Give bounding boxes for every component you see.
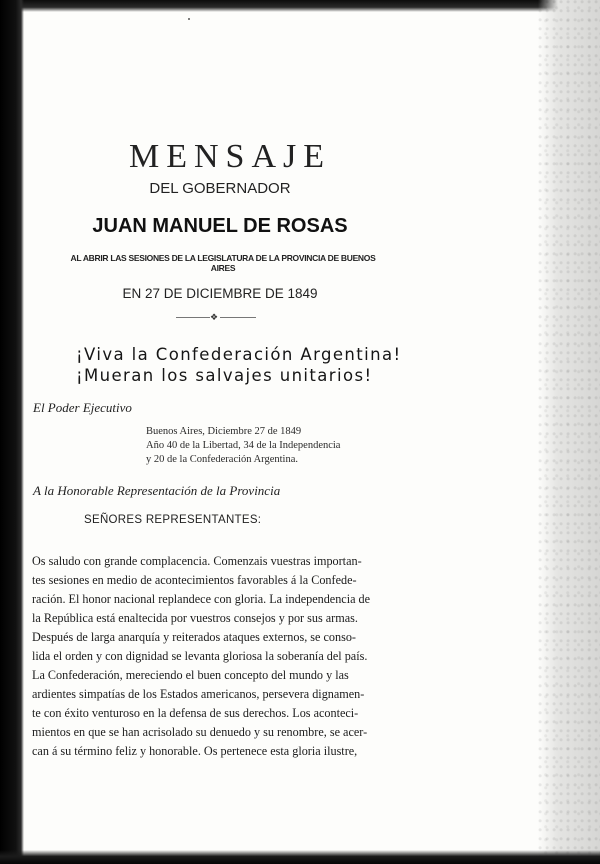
place-date-line: Año 40 de la Libertad, 34 de la Independencia [146,440,341,451]
document-title: MENSAJE [128,138,332,175]
scan-border-left [0,0,24,864]
scan-speck [188,18,190,20]
salutation: SEÑORES REPRESENTANTES: [84,514,262,526]
document-subtitle: DEL GOBERNADOR [149,180,291,197]
scan-border-bottom [0,850,600,864]
addressee-line: A la Honorable Representación de la Provincia [33,483,281,498]
document-date: EN 27 DE DICIEMBRE DE 1849 [122,286,318,301]
slogan-line: ¡Mueran los salvajes unitarios! [76,366,373,385]
ornament-divider [170,312,260,322]
ornament-icon: ❖ [210,313,219,323]
body-line: lida el orden y con dignidad se levanta gloriosa la soberanía del país. [32,649,368,663]
body-line: te con éxito venturoso en la defensa de sus derechos. Los aconteci- [32,706,359,720]
slogan-line: ¡Viva la Confederación Argentina! [76,345,402,364]
scan-border-right [538,0,600,864]
place-date-line: Buenos Aires, Diciembre 27 de 1849 [146,426,302,437]
scan-border-top [0,0,600,12]
sender-line: El Poder Ejecutivo [33,400,132,415]
place-date-line: y 20 de la Confederación Argentina. [146,454,299,465]
occasion-line: AL ABRIR LAS SESIONES DE LA LEGISLATURA DE LA PROVINCIA DE BUENOS AIRES [70,253,376,273]
body-line: can á su término feliz y honorable. Os pertenece esta gloria ilustre, [32,744,358,758]
author-name: JUAN MANUEL DE ROSAS [92,215,348,237]
body-line: tes sesiones en medio de acontecimientos favorables á la Confede- [32,573,357,587]
body-line: Después de larga anarquía y reiterados ataques externos, se conso- [32,630,356,644]
body-line: ración. El honor nacional replandece con gloria. La independencia de [32,592,371,606]
body-line: La Confederación, mereciendo el buen concepto del mundo y las [32,668,349,682]
body-line: mientos en que se han acrisolado su denuedo y su renombre, se acer- [32,725,368,739]
body-line: ardientes simpatías de los Estados americanos, persevera dignamen- [32,687,365,701]
body-line: Os saludo con grande complacencia. Comenzais vuestras importan- [32,554,362,568]
body-line: la República está enaltecida por vuestros consejos y por sus armas. [32,611,358,625]
